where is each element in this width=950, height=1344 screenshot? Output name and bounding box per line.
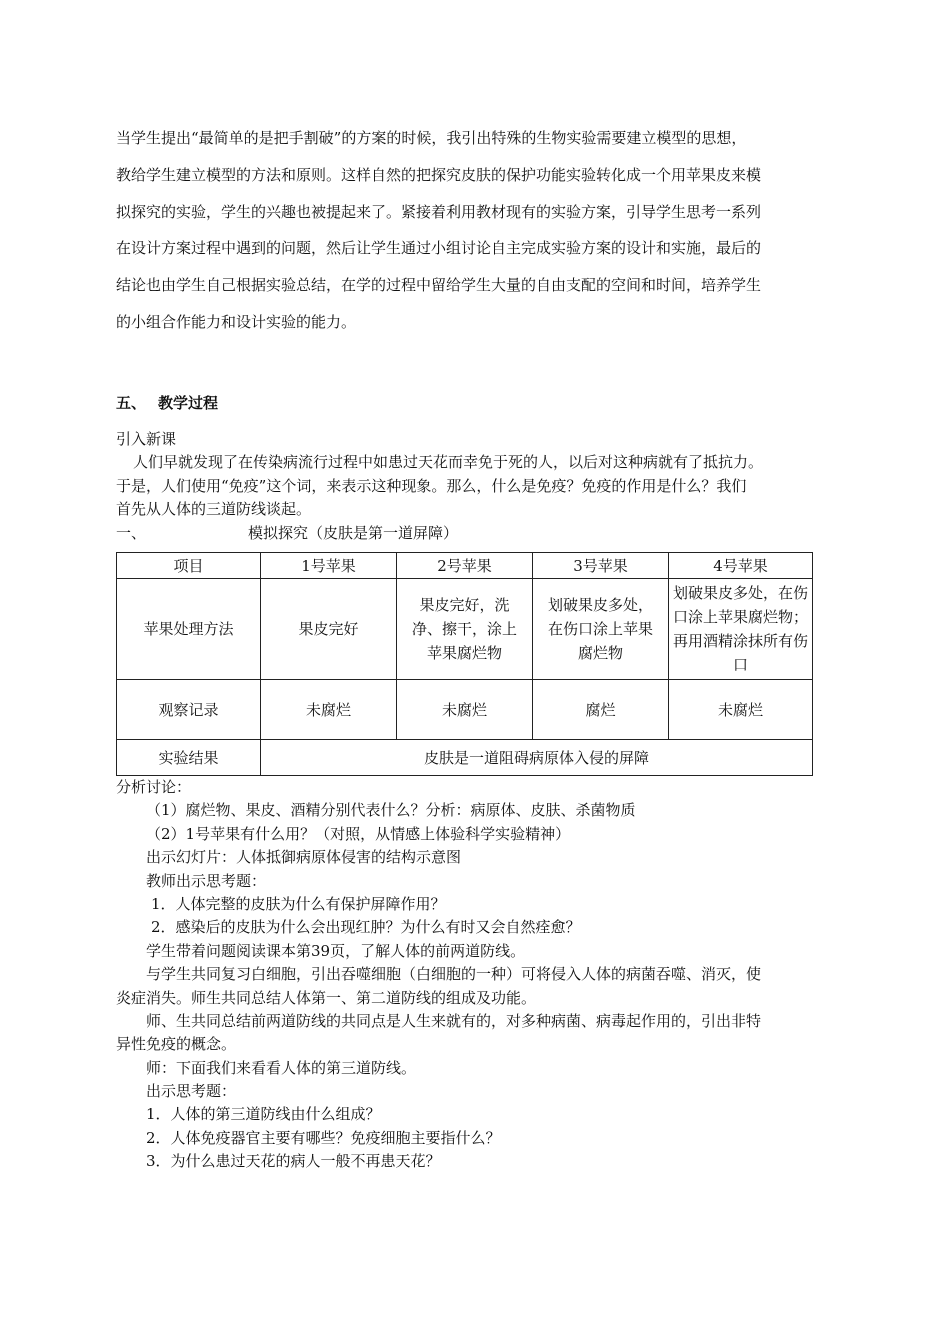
text-line: 师、生共同总结前两道防线的共同点是人生来就有的，对多种病菌、病毒起作用的，引出非特 xyxy=(146,1011,762,1030)
text-line: 出示幻灯片：人体抵御病原体侵害的结构示意图 xyxy=(146,848,462,867)
cell-line: 果皮完好 xyxy=(298,620,359,638)
row-label: 观察记录 xyxy=(117,680,261,740)
table-header-cell: 2号苹果 xyxy=(397,553,533,579)
text-line: 教给学生建立模型的方法和原则。这样自然的把探究皮肤的保护功能实验转化成一个用苹果皮来模 xyxy=(116,165,762,184)
text-line: 拟探究的实验，学生的兴趣也被提起来了。紧接着利用教材现有的实验方案，引导学生思考一系列 xyxy=(116,202,762,221)
question-item: 1．人体完整的皮肤为什么有保护屏障作用？ xyxy=(151,894,446,913)
table-row-method xyxy=(117,579,813,680)
result-cell: 皮肤是一道阻碍病原体入侵的屏障 xyxy=(261,740,813,776)
table-cell xyxy=(397,579,533,680)
question-item: 2．感染后的皮肤为什么会出现红肿？为什么有时又会自然痊愈？ xyxy=(151,918,581,937)
text-line: 师：下面我们来看看人体的第三道防线。 xyxy=(146,1058,417,1077)
text-line: 出示思考题： xyxy=(146,1082,237,1101)
cell-line: 果皮完好，洗 xyxy=(419,596,510,614)
row-label: 苹果处理方法 xyxy=(117,579,261,680)
text-line: 结论也由学生自己根据实验总结，在学的过程中留给学生大量的自由支配的空间和时间，培养学生 xyxy=(116,276,762,295)
text-line: 的小组合作能力和设计实验的能力。 xyxy=(116,312,357,331)
question-item: 3．为什么患过天花的病人一般不再患天花？ xyxy=(146,1152,441,1171)
mock-inquiry-title xyxy=(116,522,840,545)
lead-in-block xyxy=(116,428,840,545)
cell-line: 口涂上苹果腐烂物； xyxy=(673,608,809,626)
text-line: 当学生提出“最简单的是把手割破”的方案的时候，我引出特殊的生物实验需要建立模型的思想， xyxy=(116,129,747,147)
discussion-title: 分析讨论： xyxy=(116,778,192,796)
lead-in-title: 引入新课 xyxy=(116,430,177,448)
text-line: 首先从人体的三道防线谈起。 xyxy=(116,500,312,519)
cell-line: 净、擦干，涂上 xyxy=(411,620,517,638)
mock-inquiry-text: 模拟探究（皮肤是第一道屏障） xyxy=(248,523,459,542)
text-line: 学生带着问题阅读课本第39页，了解人体的前两道防线。 xyxy=(146,941,526,960)
section-title: 教学过程 xyxy=(158,394,219,412)
table-header-cell: 项目 xyxy=(117,553,261,579)
text-line: 教师出示思考题： xyxy=(146,871,267,890)
discussion-block xyxy=(116,776,840,1174)
question-item: 2．人体免疫器官主要有哪些？免疫细胞主要指什么？ xyxy=(146,1128,501,1147)
text-line: 异性免疫的概念。 xyxy=(116,1035,237,1054)
table-row-result xyxy=(117,740,813,776)
table-cell: 未腐烂 xyxy=(261,680,397,740)
table-cell xyxy=(669,579,813,680)
cell-line: 再用酒精涂抹所有伤 xyxy=(673,632,809,650)
cell-line: 口 xyxy=(732,656,748,674)
section-number: 五、 xyxy=(116,394,147,412)
table-header-cell: 4号苹果 xyxy=(669,553,813,579)
cell-line: 划破果皮多处，在伤 xyxy=(673,584,809,602)
text-line: 人们早就发现了在传染病流行过程中如患过天花而幸免于死的人，以后对这种病就有了抵抗力。 xyxy=(133,453,764,472)
cell-line: 在伤口涂上苹果 xyxy=(547,620,653,638)
table-cell: 腐烂 xyxy=(533,680,669,740)
table-header-row xyxy=(117,553,813,579)
text-line: 在设计方案过程中遇到的问题，然后让学生通过小组讨论自主完成实验方案的设计和实施，最后的 xyxy=(116,239,762,258)
table-header-cell: 3号苹果 xyxy=(533,553,669,579)
table-row-observation xyxy=(117,680,813,740)
text-line: 于是，人们使用“免疫”这个词，来表示这种现象。那么，什么是免疫？免疫的作用是什么？我们 xyxy=(116,476,747,495)
table-cell: 未腐烂 xyxy=(669,680,813,740)
cell-line: 苹果腐烂物 xyxy=(426,644,502,662)
table-cell: 未腐烂 xyxy=(397,680,533,740)
discussion-item: （1）腐烂物、果皮、酒精分别代表什么？分析：病原体、皮肤、杀菌物质 xyxy=(146,801,636,820)
mock-inquiry-number: 一、 xyxy=(116,523,147,542)
discussion-item: （2）1号苹果有什么用？（对照，从情感上体验科学实验精神） xyxy=(146,824,571,843)
text-line: 炎症消失。师生共同总结人体第一、第二道防线的组成及功能。 xyxy=(116,988,537,1007)
question-item: 1．人体的第三道防线由什么组成？ xyxy=(146,1105,381,1124)
cell-line: 划破果皮多处， xyxy=(547,596,653,614)
intro-paragraph xyxy=(116,120,836,341)
text-line: 与学生共同复习白细胞，引出吞噬细胞（白细胞的一种）可将侵入人体的病菌吞噬、消灭，使 xyxy=(146,965,762,984)
section-heading xyxy=(116,392,218,413)
row-label: 实验结果 xyxy=(117,740,261,776)
cell-line: 腐烂物 xyxy=(577,644,623,662)
table-cell xyxy=(261,579,397,680)
table-header-cell: 1号苹果 xyxy=(261,553,397,579)
table-cell xyxy=(533,579,669,680)
experiment-table xyxy=(116,552,813,776)
